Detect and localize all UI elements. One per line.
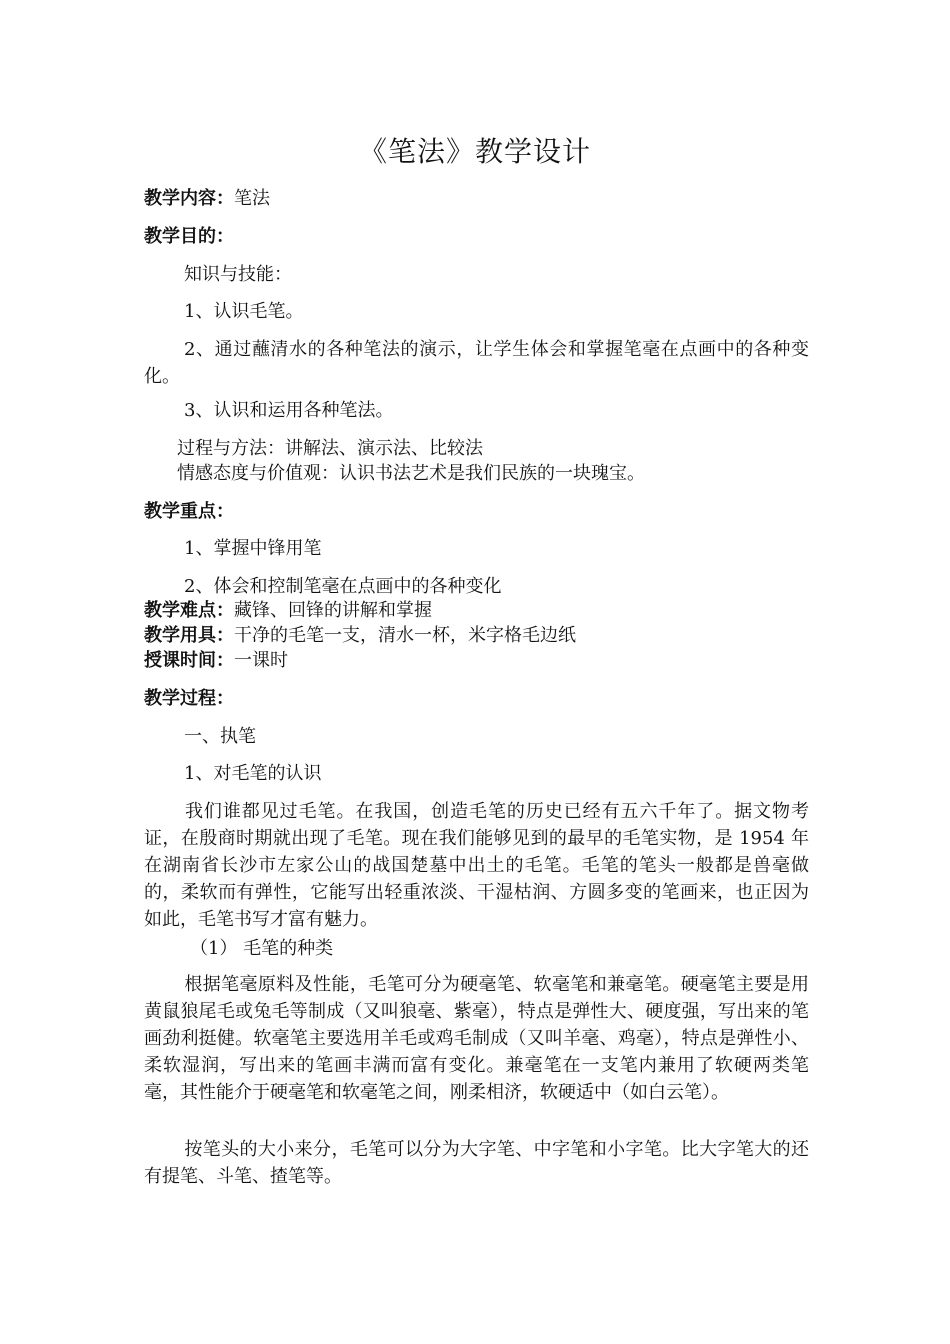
- skill-item-3: 3、认识和运用各种笔法。: [184, 400, 394, 421]
- step-1-heading: 一、执笔: [184, 726, 256, 747]
- skills-heading: 知识与技能：: [184, 264, 292, 285]
- sub-heading-brush-types: （1） 毛笔的种类: [190, 938, 334, 959]
- content-value: 笔法: [234, 188, 270, 209]
- paragraph-brush-sizes: 按笔头的大小来分，毛笔可以分为大字笔、中字笔和小字笔。比大字笔大的还有提笔、斗笔、揸笔等。: [144, 1139, 809, 1187]
- purpose-label: 教学目的：: [144, 226, 234, 247]
- step-1-1-heading: 1、对毛笔的认识: [184, 763, 322, 784]
- content-row: [144, 186, 270, 212]
- attitude-values: 情感态度与价值观：认识书法艺术是我们民族的一块瑰宝。: [177, 463, 645, 484]
- time-value: 一课时: [234, 650, 288, 671]
- process-method: 过程与方法：讲解法、演示法、比较法: [177, 438, 483, 459]
- key-point-1: 1、掌握中锋用笔: [184, 538, 322, 559]
- tools-label: 教学用具：: [144, 625, 234, 646]
- difficulty-value: 藏锋、回锋的讲解和掌握: [234, 600, 432, 621]
- key-point-2: 2、体会和控制笔毫在点画中的各种变化: [184, 576, 502, 597]
- time-row: [144, 648, 288, 674]
- difficulty-label: 教学难点：: [144, 600, 234, 621]
- time-label: 授课时间：: [144, 650, 234, 671]
- procedure-label: 教学过程：: [144, 688, 234, 709]
- key-points-label: 教学重点：: [144, 501, 234, 522]
- tools-row: [144, 623, 576, 649]
- skill-item-1: 1、认识毛笔。: [184, 301, 304, 322]
- content-label: 教学内容：: [144, 188, 234, 209]
- page-title: 《笔法》教学设计: [358, 135, 591, 168]
- difficulty-row: [144, 598, 432, 624]
- tools-value: 干净的毛笔一支，清水一杯，米字格毛边纸: [234, 625, 576, 646]
- skill-item-2: 2、通过蘸清水的各种笔法的演示，让学生体会和掌握笔毫在点画中的各种变化。: [144, 339, 809, 387]
- paragraph-brush-history: 我们谁都见过毛笔。在我国，创造毛笔的历史已经有五六千年了。据文物考证，在殷商时期就出现了毛笔。现在我们能够见到的最早的毛笔实物，是 1954 年在湖南省长沙市左家公山的战国楚墓中出土的毛笔。毛笔的笔头一般都是兽毫做的，柔软而有弹性，它能写出轻重浓淡、干湿枯润、方圆多变的笔画来，也正因为如此，毛笔书写才富有魅力。: [144, 801, 809, 930]
- paragraph-brush-types: 根据笔毫原料及性能，毛笔可分为硬毫笔、软毫笔和兼毫笔。硬毫笔主要是用黄鼠狼尾毛或兔毛等制成（又叫狼毫、紫毫），特点是弹性大、硬度强，写出来的笔画劲利挺健。软毫笔主要选用羊毛或鸡毛制成（又叫羊毫、鸡毫），特点是弹性小、柔软湿润，写出来的笔画丰满而富有变化。兼毫笔在一支笔内兼用了软硬两类笔毫，其性能介于硬毫笔和软毫笔之间，刚柔相济，软硬适中（如白云笔）。: [144, 974, 809, 1103]
